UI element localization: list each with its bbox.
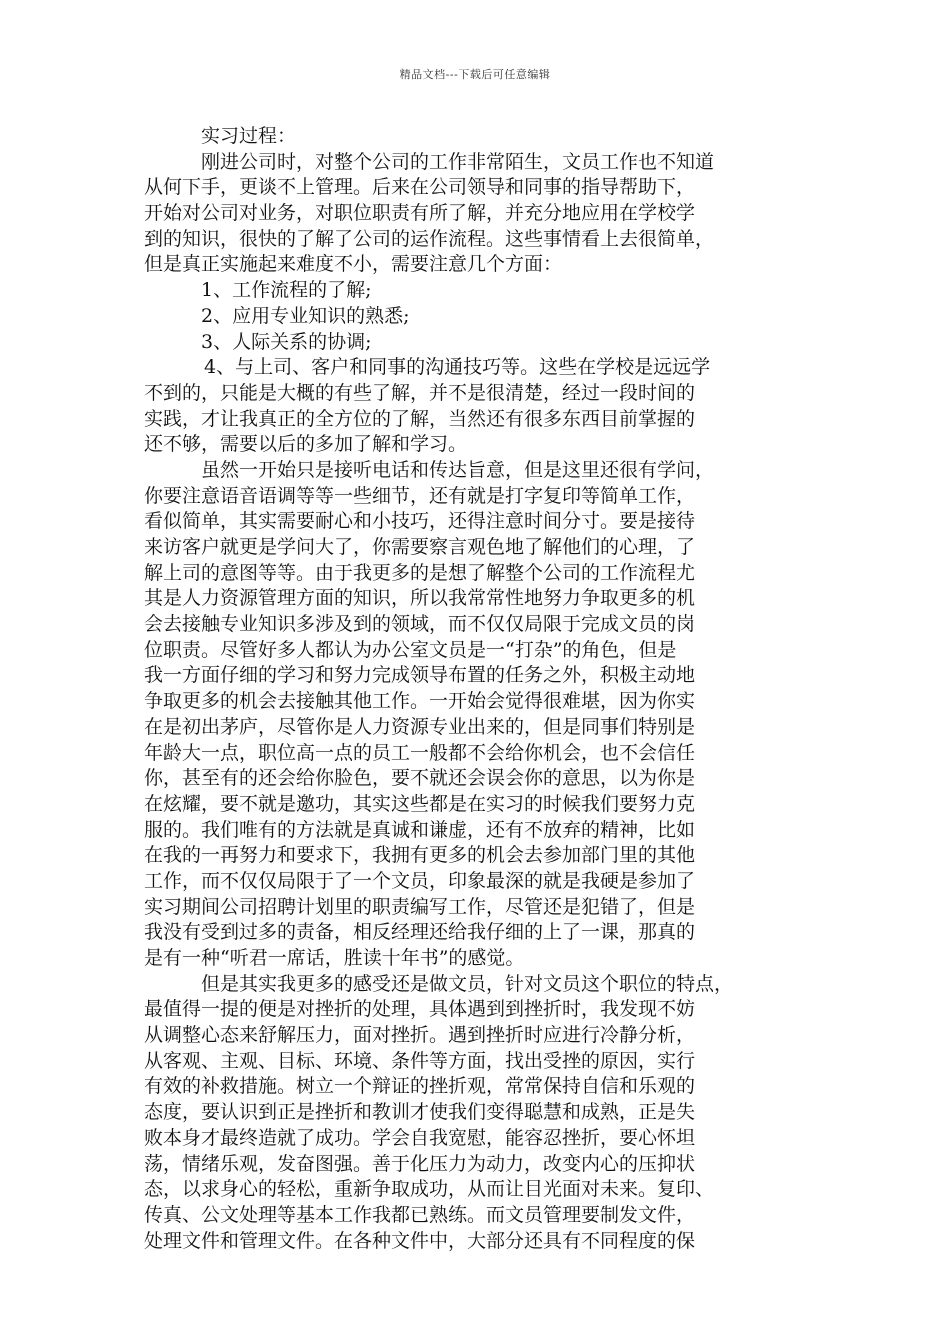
text-line: 但是真正实施起来难度不小，需要注意几个方面： — [144, 253, 563, 276]
text-line: 工作，而不仅仅局限于了一个文员，印象最深的就是我硬是参加了 — [144, 869, 696, 892]
text-line: 实习期间公司招聘计划里的职责编写工作，尽管还是犯错了，但是 — [144, 895, 696, 918]
text-line: 我一方面仔细的学习和努力完成领导布置的任务之外，积极主动地 — [144, 664, 696, 687]
text-line: 实习过程： — [201, 125, 297, 147]
text-line: 4、与上司、客户和同事的沟通技巧等。这些在学校是远远学 — [204, 356, 711, 379]
text-line: 从何下手，更谈不上管理。后来在公司领导和同事的指导帮助下， — [144, 176, 696, 199]
text-line: 2、应用专业知识的熟悉; — [201, 304, 410, 327]
text-line: 来访客户就更是学问大了，你需要察言观色地了解他们的心理，了 — [144, 536, 696, 558]
text-line: 在我的一再努力和要求下，我拥有更多的机会去参加部门里的其他 — [144, 844, 696, 867]
text-line: 我没有受到过多的责备，相反经理还给我仔细的上了一课，那真的 — [144, 921, 696, 944]
text-line: 虽然一开始只是接听电话和传达旨意，但是这里还很有学问， — [201, 458, 715, 481]
text-line: 在是初出茅庐，尽管你是人力资源专业出来的，但是同事们特别是 — [144, 715, 696, 738]
text-line: 态度，要认识到正是挫折和教训才使我们变得聪慧和成熟，正是失 — [144, 1101, 696, 1124]
text-line: 年龄大一点，职位高一点的员工一般都不会给你机会，也不会信任 — [144, 741, 696, 764]
text-line: 其是人力资源管理方面的知识，所以我常常性地努力争取更多的机 — [144, 587, 696, 610]
text-line: 不到的，只能是大概的有些了解，并不是很清楚，经过一段时间的 — [144, 381, 696, 404]
text-line: 处理文件和管理文件。在各种文件中，大部分还具有不同程度的保 — [144, 1229, 696, 1252]
text-line: 你，甚至有的还会给你脸色，要不就还会误会你的意思，以为你是 — [144, 767, 696, 790]
text-line: 但是其实我更多的感受还是做文员，针对文员这个职位的特点， — [201, 972, 734, 995]
text-line: 有效的补救措施。树立一个辩证的挫折观，常常保持自信和乐观的 — [144, 1075, 696, 1098]
text-line: 从客观、主观、目标、环境、条件等方面，找出受挫的原因，实行 — [144, 1049, 696, 1072]
text-line: 刚进公司时，对整个公司的工作非常陌生，文员工作也不知道 — [201, 150, 715, 173]
text-line: 位职责。尽管好多人都认为办公室文员是一“打杂”的角色，但是 — [144, 638, 677, 661]
text-line: 是有一种“听君一席话，胜读十年书”的感觉。 — [144, 947, 525, 969]
text-line: 你要注意语音语调等等一些细节，还有就是打字复印等简单工作， — [144, 484, 696, 507]
text-line: 败本身才最终造就了成功。学会自我宽慰，能容忍挫折，要心怀坦 — [144, 1126, 696, 1149]
text-line: 在炫耀，要不就是邀功，其实这些都是在实习的时候我们要努力克 — [144, 792, 696, 815]
text-line: 看似简单，其实需要耐心和小技巧，还得注意时间分寸。要是接待 — [144, 510, 696, 533]
text-line: 态，以求身心的轻松，重新争取成功，从而让目光面对未来。复印、 — [144, 1178, 715, 1201]
text-line: 1、工作流程的了解; — [201, 279, 372, 302]
text-line: 最值得一提的便是对挫折的处理，具体遇到到挫折时，我发现不妨 — [144, 998, 696, 1021]
header-note: 精品文档---下载后可任意编辑 — [399, 68, 551, 81]
text-line: 会去接触专业知识多涉及到的领域，而不仅仅局限于完成文员的岗 — [144, 613, 696, 636]
text-line: 开始对公司对业务，对职位职责有所了解，并充分地应用在学校学 — [144, 202, 696, 225]
text-line: 到的知识，很快的了解了公司的运作流程。这些事情看上去很简单， — [144, 227, 715, 250]
text-line: 还不够，需要以后的多加了解和学习。 — [144, 433, 468, 456]
text-line: 3、人际关系的协调; — [201, 330, 372, 353]
text-line: 实践，才让我真正的全方位的了解，当然还有很多东西目前掌握的 — [144, 407, 696, 430]
text-line: 传真、公文处理等基本工作我都已熟练。而文员管理要制发文件， — [144, 1203, 696, 1226]
text-line: 争取更多的机会去接触其他工作。一开始会觉得很难堪，因为你实 — [144, 690, 696, 713]
text-line: 从调整心态来舒解压力，面对挫折。遇到挫折时应进行冷静分析， — [144, 1024, 696, 1047]
text-line: 荡，情绪乐观，发奋图强。善于化压力为动力，改变内心的压抑状 — [144, 1152, 696, 1175]
text-line: 服的。我们唯有的方法就是真诚和谦虚，还有不放弃的精神，比如 — [144, 818, 696, 841]
text-line: 解上司的意图等等。由于我更多的是想了解整个公司的工作流程尤 — [144, 561, 696, 584]
document-body — [144, 124, 808, 1254]
